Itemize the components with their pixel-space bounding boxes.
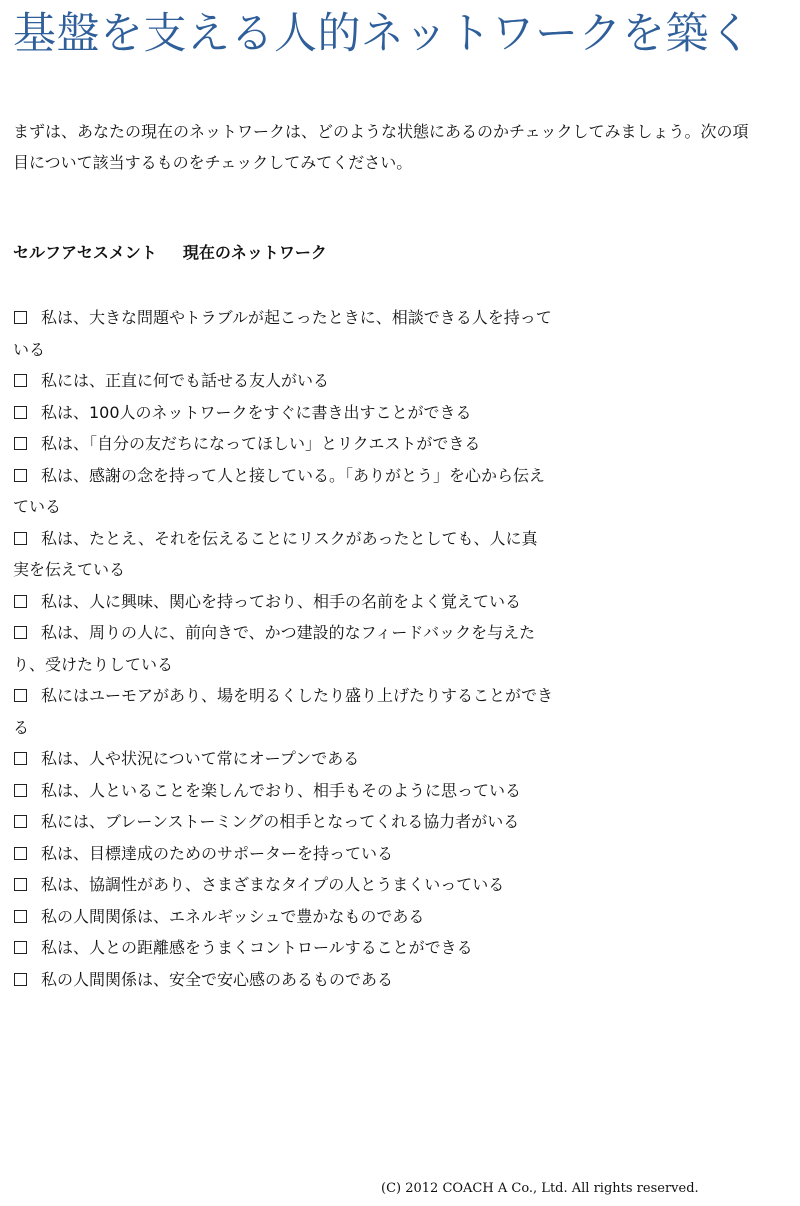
checklist-item [13, 460, 553, 523]
checklist-item-label: 私には、正直に何でも話せる友人がいる [41, 371, 330, 390]
copyright-notice: (C) 2012 COACH A Co., Ltd. All rights reserved. [381, 1181, 699, 1196]
checklist-item [13, 964, 553, 996]
checklist-item-label: 私は、100人のネットワークをすぐに書き出すことができる [41, 402, 472, 422]
section-label: セルフアセスメント [13, 243, 157, 262]
checklist-item-label: 私の人間関係は、エネルギッシュで豊かなものである [41, 906, 425, 926]
checkbox-icon[interactable] [14, 815, 27, 828]
checkbox-icon[interactable] [14, 469, 27, 482]
intro-text: まずは、あなたの現在のネットワークは、どのような状態にあるのかチェックしてみましょう。次の項目について該当するものをチェックしてみてください。 [13, 122, 749, 172]
checklist-item-label: 私は、人に興味、関心を持っており、相手の名前をよく覚えている [41, 591, 522, 611]
page-title: 基盤を支える人的ネットワークを築く [13, 9, 753, 59]
checklist-item [13, 932, 553, 964]
checklist-item-label: 私の人間関係は、安全で安心感のあるものである [41, 969, 394, 989]
checklist-item-label: 私は、感謝の念を持って人と接している。「ありがとう」を心から伝えている [13, 465, 546, 516]
checkbox-icon[interactable] [14, 595, 27, 608]
checkbox-icon[interactable] [14, 532, 27, 545]
checklist-item [13, 743, 553, 775]
checklist-item-label: 私は、大きな問題やトラブルが起こったときに、相談できる人を持っている [13, 308, 552, 359]
checklist-item [13, 869, 553, 901]
checklist-item [13, 775, 553, 807]
checkbox-icon[interactable] [14, 311, 27, 324]
checklist-item-label: 私は、協調性があり、さまざまなタイプの人とうまくいっている [41, 875, 505, 894]
checkbox-icon[interactable] [14, 910, 27, 923]
checklist-item [13, 806, 553, 838]
checklist-item [13, 428, 553, 460]
checklist-item-label: 私は、人との距離感をうまくコントロールすることができる [41, 938, 473, 957]
checklist-item-label: 私にはユーモアがあり、場を明るくしたり盛り上げたりすることができる [13, 686, 554, 737]
checkbox-icon[interactable] [14, 626, 27, 639]
checklist-item [13, 523, 553, 586]
checkbox-icon[interactable] [14, 406, 27, 419]
checklist-item-label: 私は、「自分の友だちになってほしい」とリクエストができる [41, 434, 481, 453]
checkbox-icon[interactable] [14, 784, 27, 797]
checkbox-icon[interactable] [14, 374, 27, 387]
section-sublabel: 現在のネットワーク [182, 243, 327, 262]
checklist-item [13, 302, 553, 365]
checklist-item-label: 私には、ブレーンストーミングの相手となってくれる協力者がいる [41, 812, 520, 831]
checklist-item [13, 901, 553, 933]
checklist-item-label: 私は、たとえ、それを伝えることにリスクがあったとしても、人に真実を伝えている [13, 528, 538, 579]
checklist-item [13, 365, 553, 397]
checkbox-icon[interactable] [14, 973, 27, 986]
checklist-item-label: 私は、周りの人に、前向きで、かつ建設的なフィードバックを与えたり、受けたりしている [13, 623, 536, 674]
checklist-item [13, 586, 553, 618]
checklist-item [13, 617, 553, 680]
checklist-item-label: 私は、人や状況について常にオープンである [41, 749, 360, 768]
checklist-item [13, 680, 553, 743]
checkbox-icon[interactable] [14, 752, 27, 765]
checklist-item-label: 私は、目標達成のためのサポーターを持っている [41, 843, 394, 863]
checkbox-icon[interactable] [14, 878, 27, 891]
self-assessment-checklist [13, 302, 553, 995]
checkbox-icon[interactable] [14, 437, 27, 450]
checkbox-icon[interactable] [14, 689, 27, 702]
checklist-item [13, 397, 553, 429]
checklist-item-label: 私は、人といることを楽しんでおり、相手もそのように思っている [41, 780, 522, 800]
checklist-item [13, 838, 553, 870]
section-heading [13, 241, 327, 265]
checkbox-icon[interactable] [14, 847, 27, 860]
checkbox-icon[interactable] [14, 941, 27, 954]
